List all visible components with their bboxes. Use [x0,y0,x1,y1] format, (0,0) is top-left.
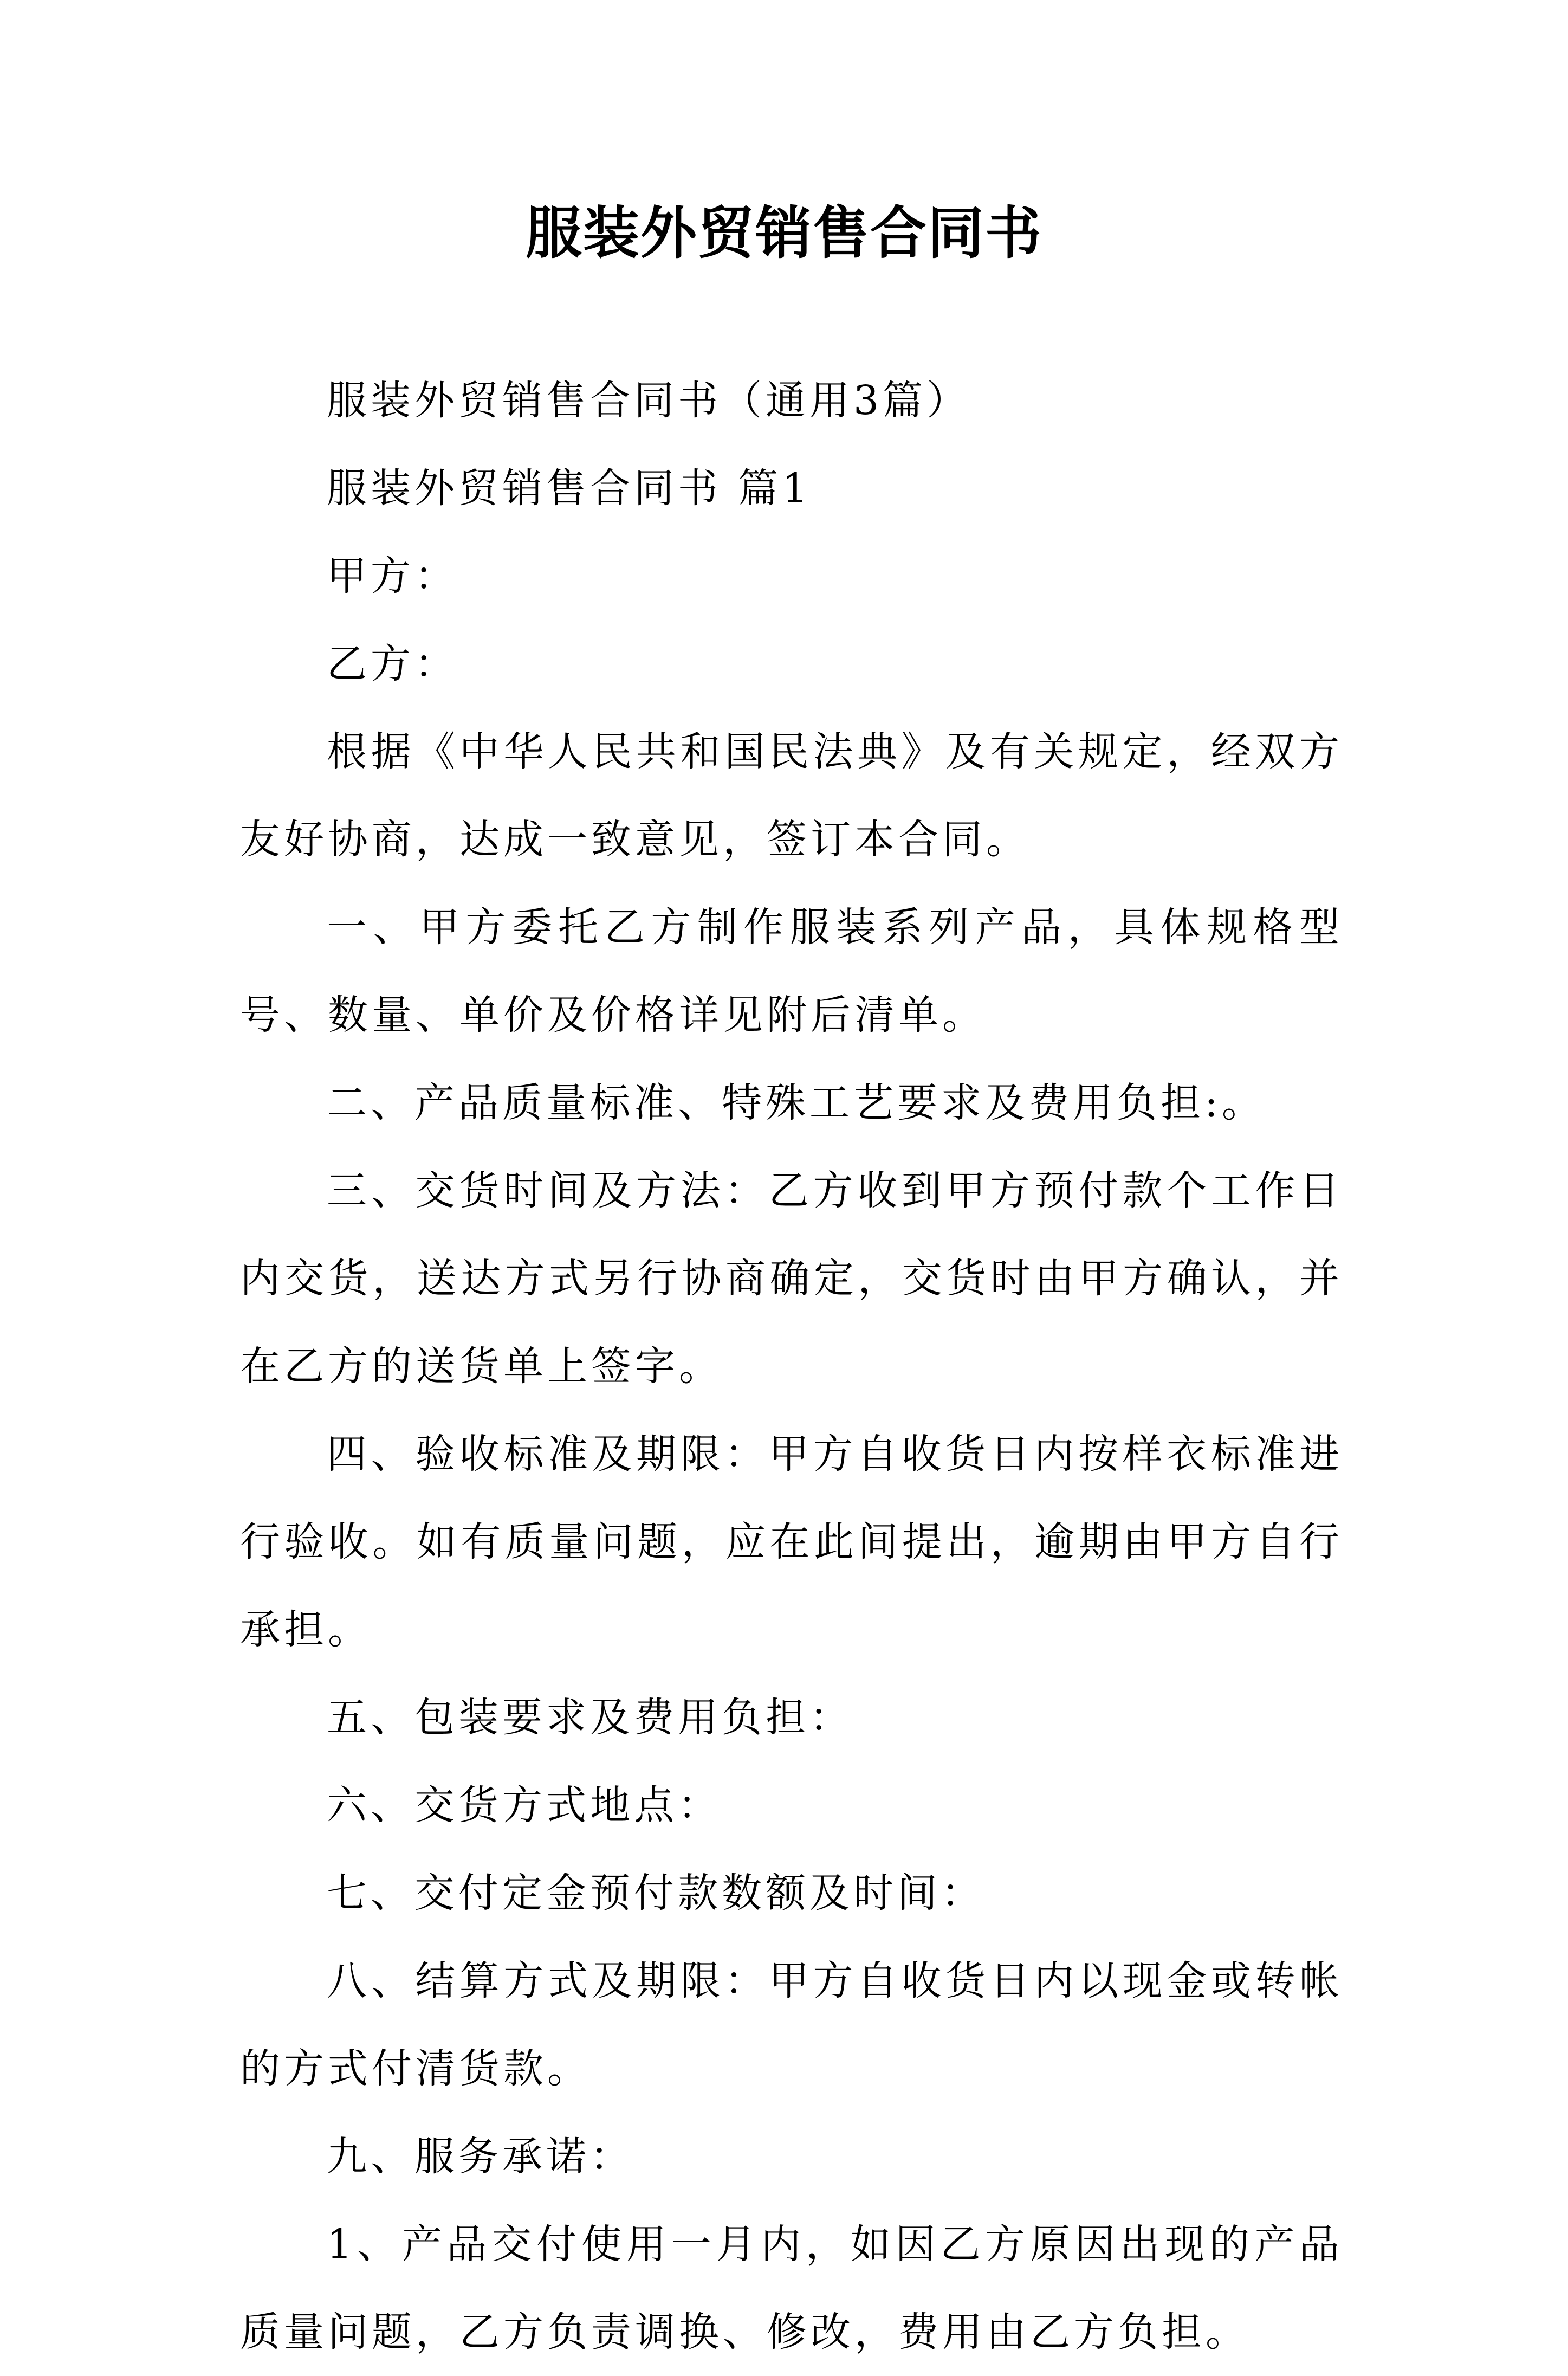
paragraph-clause-3: 三、交货时间及方法：乙方收到甲方预付款个工作日内交货，送达方式另行协商确定，交货时由甲方确认，并在乙方的送货单上签字。 [240,1167,1343,1390]
paragraph-clause-5: 五、包装要求及费用负担： [327,1694,853,1741]
paragraph-subtitle: 服装外贸销售合同书（通用3篇） [327,377,971,424]
paragraph-clause-8: 八、结算方式及期限：甲方自收货日内以现金或转帐的方式付清货款。 [240,1958,1343,2092]
paragraph-party-b: 乙方： [327,641,458,687]
paragraph-clause-9: 九、服务承诺： [327,2133,634,2180]
paragraph-clause-4: 四、验收标准及期限：甲方自收货日内按样衣标准进行验收。如有质量问题，应在此间提出，逾期由甲方自行承担。 [240,1431,1343,1653]
paragraph-clause-9-item-1: 1、产品交付使用一月内，如因乙方原因出现的产品质量问题，乙方负责调换、修改，费用由乙方负担。 [240,2221,1343,2355]
paragraph-clause-7: 七、交付定金预付款数额及时间： [327,1870,985,1916]
paragraph-preamble: 根据《中华人民共和国民法典》及有关规定，经双方友好协商，达成一致意见，签订本合同。 [240,728,1343,863]
paragraph-clause-1: 一、甲方委托乙方制作服装系列产品，具体规格型号、数量、单价及价格详见附后清单。 [240,904,1343,1038]
paragraph-party-a: 甲方： [327,553,458,599]
document-title: 服装外贸销售合同书 [525,199,1042,266]
document-body [240,357,1343,2376]
paragraph-clause-6: 六、交货方式地点： [327,1782,722,1829]
paragraph-section-heading: 服装外贸销售合同书 篇1 [327,465,812,512]
paragraph-clause-2: 二、产品质量标准、特殊工艺要求及费用负担:。 [327,1080,1266,1126]
